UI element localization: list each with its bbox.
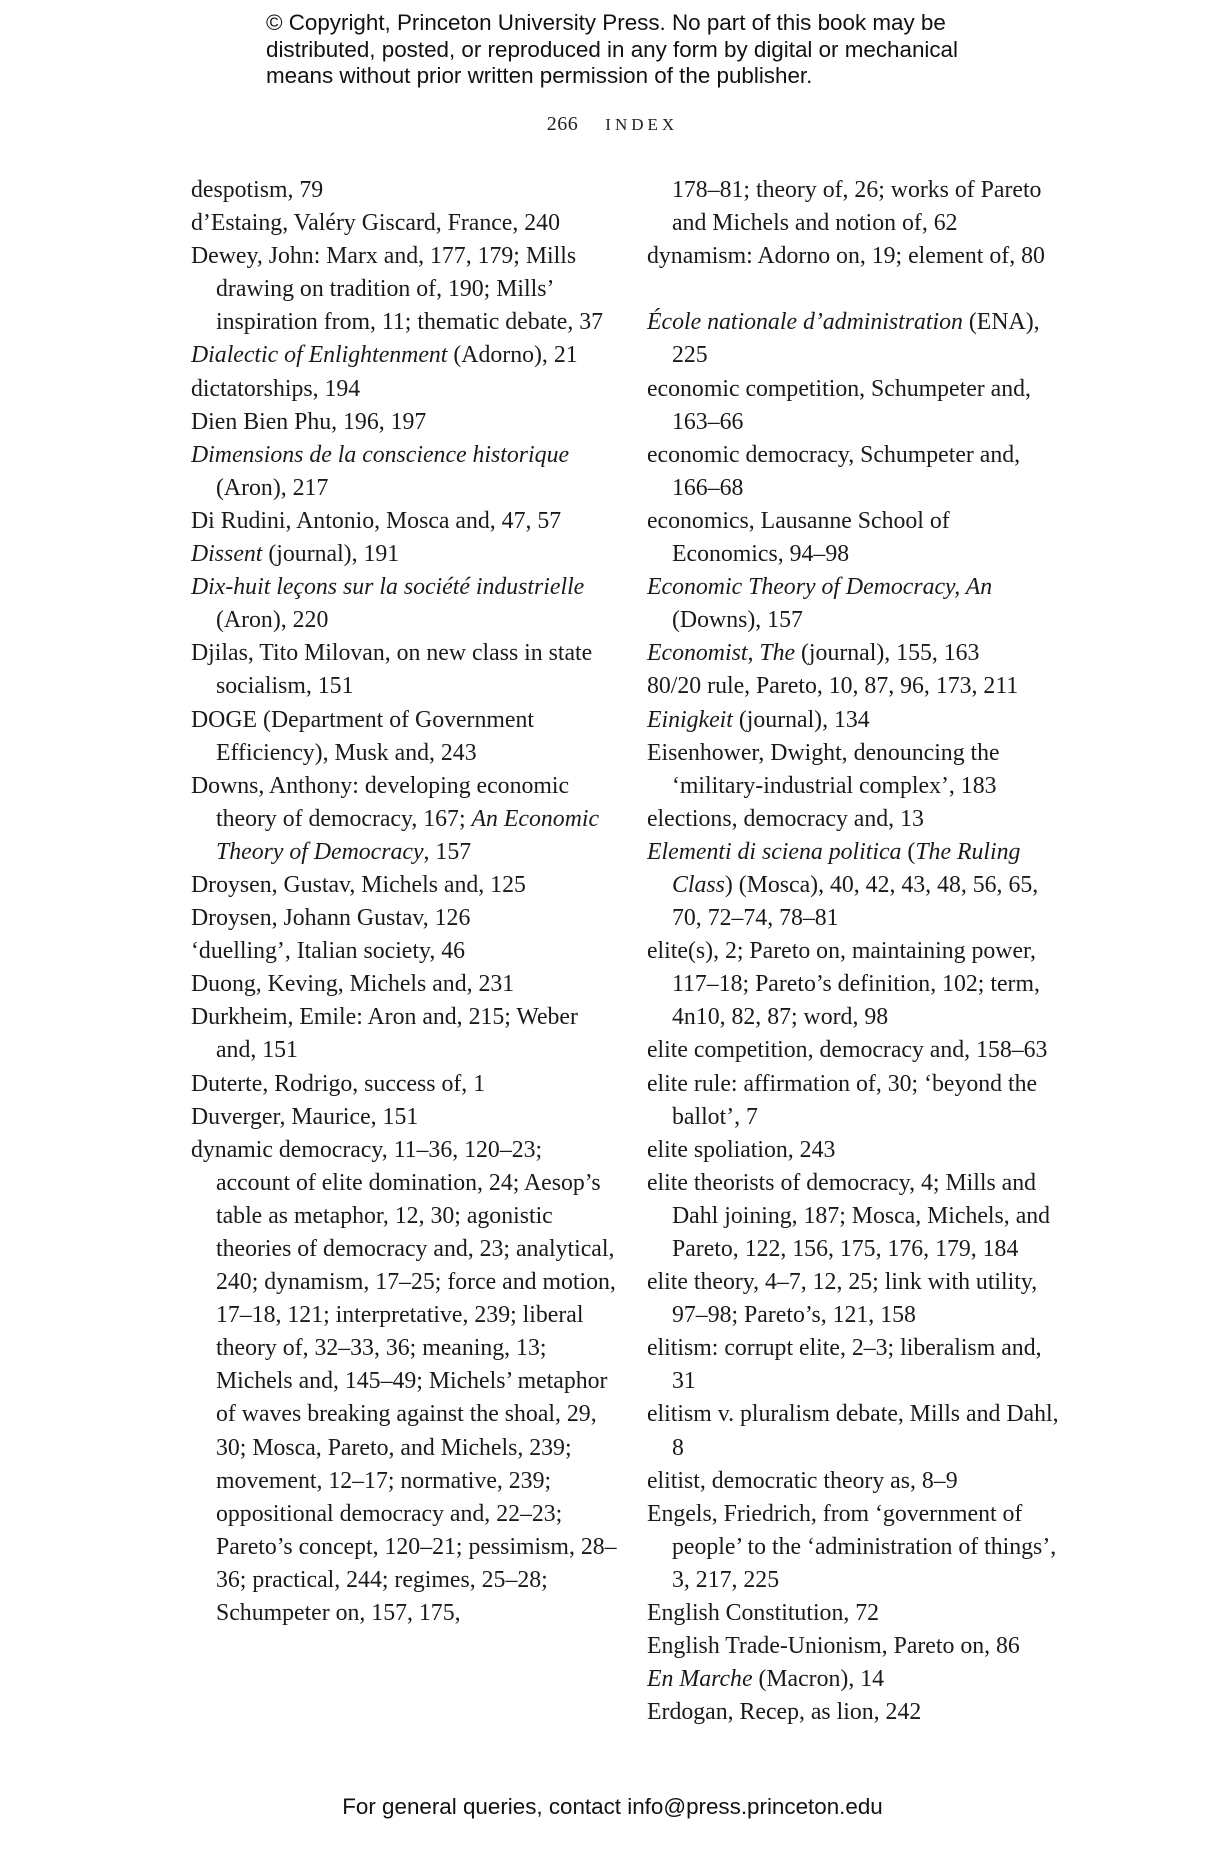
index-entry: elite rule: affirmation of, 30; ‘beyond the ballot’, 7 (647, 1070, 1038, 1130)
index-entry: Engels, Friedrich, from ‘government of people’ to the ‘administration of things’, 3, 217, 225 (647, 1500, 1057, 1593)
index-group-d-continued (647, 174, 1067, 273)
index-entry: Downs, Anthony: developing economic theory of democracy, 167; An Economic Theory of Democracy, 157 (191, 772, 600, 865)
copyright-notice (266, 10, 1026, 90)
index-entry: Duterte, Rodrigo, success of, 1 (191, 1070, 486, 1097)
index-entry: Duverger, Maurice, 151 (191, 1103, 419, 1130)
index-entry: Dix-huit leçons sur la société industrielle (Aron), 220 (191, 574, 585, 634)
index-entry: Droysen, Johann Gustav, 126 (191, 905, 471, 932)
index-entry: Eisenhower, Dwight, denouncing the ‘military-industrial complex’, 183 (647, 739, 1000, 799)
index-entry: elite spoliation, 243 (647, 1136, 836, 1163)
section-title: INDEX (605, 115, 679, 134)
index-entry: Dimensions de la conscience historique (Aron), 217 (191, 441, 570, 501)
index-entry: Duong, Keving, Michels and, 231 (191, 971, 515, 998)
index-entry: Droysen, Gustav, Michels and, 125 (191, 871, 526, 898)
index-column-left (191, 174, 621, 1630)
index-entry: Einigkeit (journal), 134 (647, 706, 870, 733)
index-entry: 80/20 rule, Pareto, 10, 87, 96, 173, 211 (647, 673, 1019, 700)
index-entry: dictatorships, 194 (191, 375, 361, 402)
footer-contact: For general queries, contact info@press.princeton.edu (342, 1794, 883, 1819)
index-entry: Dialectic of Enlightenment (Adorno), 21 (191, 342, 578, 369)
index-entry: elitism: corrupt elite, 2–3; liberalism and, 31 (647, 1335, 1042, 1395)
copyright-line: © Copyright, Princeton University Press. No part of this book may be (266, 10, 946, 35)
index-entry: elite(s), 2; Pareto on, maintaining power, 117–18; Pareto’s definition, 102; term, 4n10, 82, 87; word, 98 (647, 938, 1040, 1031)
index-entry: 178–81; theory of, 26; works of Pareto and Michels and notion of, 62 (672, 177, 1042, 237)
index-entry: DOGE (Department of Government Efficiency), Musk and, 243 (191, 706, 534, 766)
index-entry: economic democracy, Schumpeter and, 166–68 (647, 441, 1021, 501)
index-entry: ‘duelling’, Italian society, 46 (191, 938, 466, 965)
index-entry: Dien Bien Phu, 196, 197 (191, 408, 427, 435)
index-entry: despotism, 79 (191, 177, 324, 203)
index-entry: Economist, The (journal), 155, 163 (647, 640, 980, 667)
index-entry: École nationale d’administration (ENA), 225 (647, 309, 1040, 369)
index-entry: Djilas, Tito Milovan, on new class in state socialism, 151 (191, 640, 593, 700)
index-entry: elite theory, 4–7, 12, 25; link with utility, 97–98; Pareto’s, 121, 158 (647, 1269, 1038, 1329)
index-entry: Dissent (journal), 191 (191, 541, 400, 568)
index-entry: dynamism: Adorno on, 19; element of, 80 (647, 243, 1045, 270)
index-entry: Elementi di sciena politica (The Ruling Class) (Mosca), 40, 42, 43, 48, 56, 65, 70, 72–74, 78–81 (647, 838, 1039, 932)
index-entry: elite competition, democracy and, 158–63 (647, 1037, 1048, 1064)
index-entry: economic competition, Schumpeter and, 163–66 (647, 375, 1031, 435)
page-number: 266 (546, 113, 579, 135)
index-entry: English Trade-Unionism, Pareto on, 86 (647, 1633, 1020, 1660)
index-entry: Durkheim, Emile: Aron and, 215; Weber and, 151 (191, 1004, 578, 1064)
index-entry: English Constitution, 72 (647, 1600, 880, 1627)
index-entry: Dewey, John: Marx and, 177, 179; Mills drawing on tradition of, 190; Mills’ inspiration from, 11; thematic debate, 37 (191, 243, 604, 336)
copyright-line: means without prior written permission of the publisher. (266, 63, 813, 89)
index-entry: En Marche (Macron), 14 (647, 1666, 885, 1693)
index-entry: elitist, democratic theory as, 8–9 (647, 1467, 958, 1494)
running-head (0, 113, 1225, 136)
index-group-e (647, 306, 1067, 1729)
index-entry: Economic Theory of Democracy, An (Downs), 157 (647, 574, 993, 634)
index-entry: elite theorists of democracy, 4; Mills and Dahl joining, 187; Mosca, Michels, and Pareto, 122, 156, 175, 176, 179, 184 (647, 1169, 1051, 1262)
index-entry: elitism v. pluralism debate, Mills and Dahl, 8 (647, 1401, 1059, 1461)
index-column-right (647, 174, 1067, 1729)
index-entry: economics, Lausanne School of Economics, 94–98 (647, 507, 950, 568)
index-entry: elections, democracy and, 13 (647, 805, 924, 832)
index-entry: Erdogan, Recep, as lion, 242 (647, 1699, 922, 1726)
copyright-line: distributed, posted, or reproduced in any form by digital or mechanical (266, 36, 958, 62)
index-entry: d’Estaing, Valéry Giscard, France, 240 (191, 210, 560, 237)
index-entry: Di Rudini, Antonio, Mosca and, 47, 57 (191, 507, 562, 534)
index-entry: dynamic democracy, 11–36, 120–23; account of elite domination, 24; Aesop’s table as metaphor, 12, 30; agonistic theories of democracy and, 23; analytical, 240; dynamism, 17–25; force and motion, 17–18, 121; interpretative, 239; liberal theory of, 32–33, 36; meaning, 13; Michels and, 145–49; Michels’ metaphor of waves breaking against the shoal, 29, 30; Mosca, Pareto, and Michels, 239; movement, 12–17; normative, 239; oppositional democracy and, 22–23; Pareto’s concept, 120–21; pessimism, 28–36; practical, 244; regimes, 25–28; Schumpeter on, 157, 175, (191, 1136, 617, 1627)
letter-group-gap (647, 273, 1067, 306)
